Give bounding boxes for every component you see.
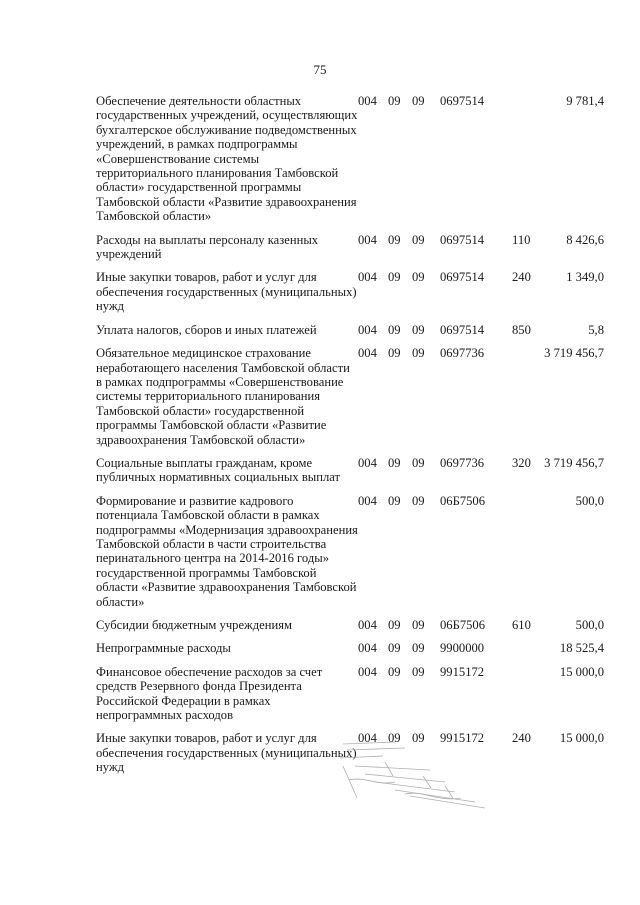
row-expense-type-code <box>512 494 542 618</box>
row-amount: 18 525,4 <box>559 641 604 656</box>
row-name: Обеспечение деятельности областных государственных учреждений, осуществляющих бухгалтерское обслуживание подведомственных учреждений, в рамках подпрограммы «Совершенствование системы территориального планирования Тамбовской области» государственной программы Тамбовской области «Развитие здравоохранения Тамбовской области» <box>96 94 358 224</box>
budget-table <box>96 94 604 784</box>
row-amount: 8 426,6 <box>566 232 604 247</box>
row-section-code: 09 <box>388 455 401 470</box>
row-ministry-code: 004 <box>358 270 377 285</box>
budget-table-body <box>96 94 604 784</box>
row-amount: 5,8 <box>588 322 604 337</box>
row-ministry-code: 004 <box>358 618 377 632</box>
row-name: Финансовое обеспечение расходов за счет средств Резервного фонда Президента Российской Федерации в рамках непрограммных расходов <box>96 664 323 723</box>
row-amount: 15 000,0 <box>559 731 604 746</box>
page-number: 75 <box>313 62 327 77</box>
row-amount: 9 781,4 <box>566 94 604 108</box>
row-target-item-code: 0697514 <box>440 322 485 337</box>
row-subsection-code: 09 <box>412 94 425 108</box>
table-row <box>96 346 604 456</box>
row-ministry-code: 004 <box>358 664 377 679</box>
row-expense-type-code <box>512 641 542 664</box>
row-subsection-code: 09 <box>412 493 425 508</box>
row-ministry-code: 004 <box>358 94 377 108</box>
row-expense-type-code <box>512 94 542 233</box>
row-section-code: 09 <box>388 731 401 746</box>
row-target-item-code: 06Б7506 <box>440 493 486 508</box>
row-subsection-code: 09 <box>412 455 425 470</box>
row-expense-type-code: 240 <box>512 270 531 285</box>
row-subsection-code: 09 <box>412 731 425 746</box>
row-subsection-code: 09 <box>412 322 425 337</box>
row-target-item-code: 9900000 <box>440 641 485 656</box>
row-subsection-code: 09 <box>412 641 425 656</box>
row-target-item-code: 0697514 <box>440 232 485 247</box>
row-amount: 500,0 <box>575 493 604 508</box>
row-ministry-code: 004 <box>358 232 377 247</box>
row-name: Формирование и развитие кадрового потенциала Тамбовской области в рамках подпрограммы «Модернизация здравоохранения Тамбовской области в части строительства перинатального центра на 2014-2016 годы» государственной программы Тамбовской области «Развитие здравоохранения Тамбовской области» <box>96 493 358 609</box>
row-ministry-code: 004 <box>358 322 377 337</box>
row-subsection-code: 09 <box>412 232 425 247</box>
table-row <box>96 94 604 233</box>
row-name: Уплата налогов, сборов и иных платежей <box>96 322 317 337</box>
table-row <box>96 641 604 664</box>
row-expense-type-code <box>512 665 542 732</box>
row-subsection-code: 09 <box>412 346 425 361</box>
table-row <box>96 618 604 641</box>
row-amount: 3 719 456,7 <box>544 346 604 361</box>
row-ministry-code: 004 <box>358 346 377 361</box>
row-ministry-code: 004 <box>358 493 377 508</box>
table-row <box>96 270 604 322</box>
row-expense-type-code: 320 <box>512 455 531 470</box>
table-row <box>96 233 604 271</box>
row-target-item-code: 0697514 <box>440 270 485 285</box>
row-name: Непрограммные расходы <box>96 641 231 656</box>
row-section-code: 09 <box>388 270 401 285</box>
row-target-item-code: 9915172 <box>440 664 485 679</box>
row-amount: 500,0 <box>575 618 604 632</box>
table-row <box>96 494 604 618</box>
row-ministry-code: 004 <box>358 731 377 746</box>
row-expense-type-code: 850 <box>512 322 531 337</box>
row-amount: 1 349,0 <box>566 270 604 285</box>
row-target-item-code: 0697736 <box>440 346 485 361</box>
row-amount: 15 000,0 <box>559 664 604 679</box>
row-section-code: 09 <box>388 232 401 247</box>
row-target-item-code: 0697514 <box>440 94 485 108</box>
row-target-item-code: 0697736 <box>440 455 485 470</box>
table-row <box>96 456 604 494</box>
row-target-item-code: 06Б7506 <box>440 618 486 632</box>
table-row <box>96 665 604 732</box>
row-section-code: 09 <box>388 94 401 108</box>
row-section-code: 09 <box>388 641 401 656</box>
row-section-code: 09 <box>388 493 401 508</box>
row-subsection-code: 09 <box>412 270 425 285</box>
row-ministry-code: 004 <box>358 641 377 656</box>
row-name: Обязательное медицинское страхование неработающего населения Тамбовской области в рамках подпрограммы «Совершенствование системы территориального планирования Тамбовской области» государственной программы Тамбовской области «Развитие здравоохранения Тамбовской области» <box>96 346 350 447</box>
row-name: Социальные выплаты гражданам, кроме публичных нормативных социальных выплат <box>96 455 341 485</box>
row-amount: 3 719 456,7 <box>544 455 604 470</box>
row-section-code: 09 <box>388 346 401 361</box>
table-row <box>96 731 604 783</box>
row-section-code: 09 <box>388 322 401 337</box>
row-section-code: 09 <box>388 664 401 679</box>
row-expense-type-code: 240 <box>512 731 531 746</box>
row-subsection-code: 09 <box>412 664 425 679</box>
row-target-item-code: 9915172 <box>440 731 485 746</box>
row-name: Иные закупки товаров, работ и услуг для обеспечения государственных (муниципальных) нужд <box>96 731 357 775</box>
row-name: Субсидии бюджетным учреждениям <box>96 618 292 632</box>
table-row <box>96 323 604 346</box>
row-expense-type-code <box>512 346 542 456</box>
row-name: Расходы на выплаты персоналу казенных учреждений <box>96 232 319 262</box>
row-expense-type-code: 610 <box>512 618 531 632</box>
row-section-code: 09 <box>388 618 401 632</box>
row-name: Иные закупки товаров, работ и услуг для обеспечения государственных (муниципальных) нужд <box>96 270 357 314</box>
row-expense-type-code: 110 <box>512 232 531 247</box>
row-ministry-code: 004 <box>358 455 377 470</box>
row-subsection-code: 09 <box>412 618 425 632</box>
